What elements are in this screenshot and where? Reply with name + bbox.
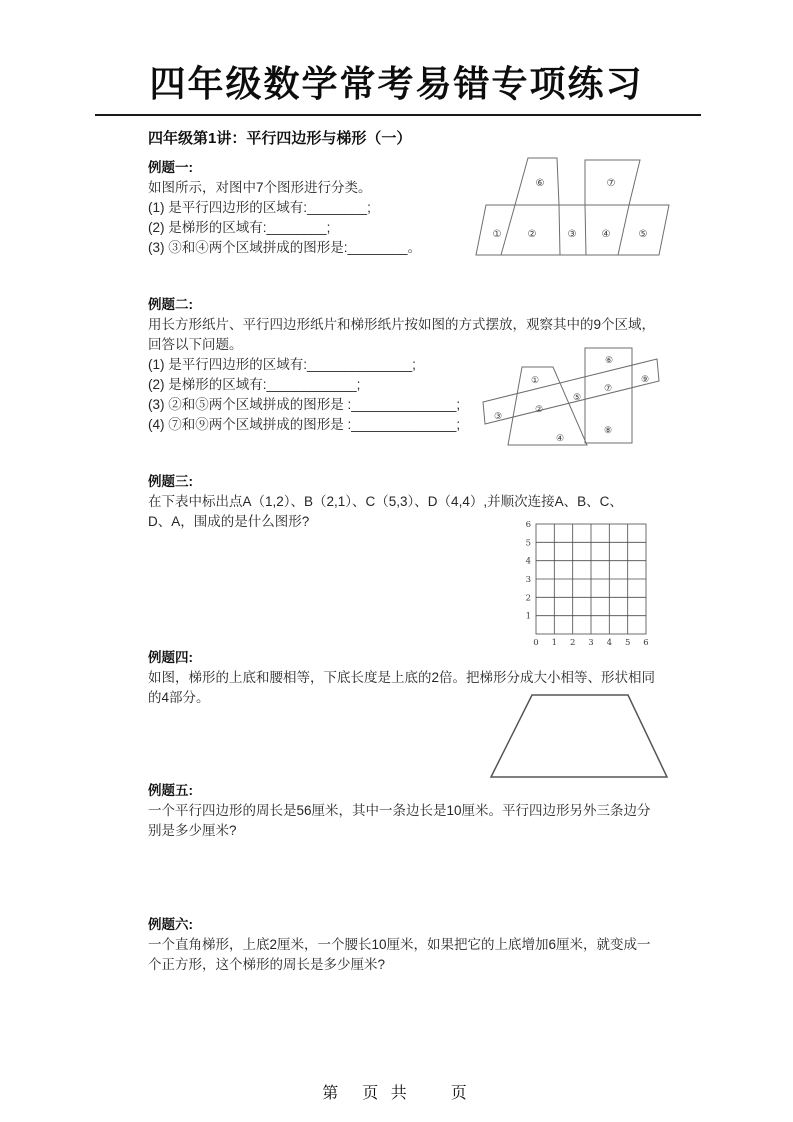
problem-2-intro-line-2: 回答以下问题。: [148, 337, 243, 352]
divider-line: [618, 205, 629, 255]
problem-1-item-3: (3) ③和④两个区域拼成的图形是:________。: [148, 240, 422, 255]
region-label-7: ⑦: [603, 384, 613, 394]
y-axis-tick-5: 5: [525, 538, 531, 549]
problem-1-label: 例题一:: [148, 160, 193, 175]
region-label-7: ⑦: [606, 178, 616, 189]
region-label-8: ⑧: [603, 426, 613, 436]
problem-2-intro-line-1: 用长方形纸片、平行四边形纸片和梯形纸片按如图的方式摆放，观察其中的9个区域，: [148, 317, 656, 332]
problem-6-text-line-2: 个正方形，这个梯形的周长是多少厘米?: [148, 957, 386, 972]
problem-6-text-line-1: 一个直角梯形，上底2厘米，一个腰长10厘米，如果把它的上底增加6厘米，就变成一: [148, 937, 651, 952]
page-footer: 第 页 共 页: [322, 1085, 471, 1102]
divider-line: [501, 205, 515, 255]
region-label-2: ②: [534, 405, 544, 415]
divider-line: [585, 205, 586, 255]
problem-3-text-line-1: 在下表中标出点A（1,2）、B（2,1）、C（5,3）、D（4,4）,并顺次连接A、B、C、: [148, 494, 623, 509]
problem-5-text-line-2: 别是多少厘米?: [148, 823, 237, 838]
region-label-3: ③: [567, 229, 577, 240]
x-axis-tick-1: 1: [551, 638, 558, 648]
figure-problem-4-trapezoid: [470, 690, 702, 785]
region-label-3: ③: [493, 412, 503, 422]
problem-2-item-4: (4) ⑦和⑨两个区域拼成的图形是 :______________;: [148, 417, 461, 432]
problem-5-label: 例题五:: [148, 783, 193, 798]
problem-6: [148, 915, 693, 975]
y-axis-tick-4: 4: [525, 556, 531, 567]
figure-problem-2: [482, 342, 682, 454]
problem-6-label: 例题六:: [148, 917, 193, 932]
y-axis-tick-1: 1: [525, 611, 531, 622]
parallelogram-strip-shape: [483, 359, 659, 424]
problem-2-item-2: (2) 是梯形的区域有:____________;: [148, 377, 361, 392]
problem-3-label: 例题三:: [148, 474, 193, 489]
trapezoid-shape: [491, 695, 667, 777]
problem-2-label: 例题二:: [148, 297, 193, 312]
y-axis-tick-2: 2: [525, 593, 531, 604]
x-axis-tick-6: 6: [643, 638, 649, 648]
problem-2-item-1: (1) 是平行四边形的区域有:______________;: [148, 357, 416, 372]
x-axis-tick-5: 5: [624, 638, 631, 648]
problem-3-text-line-2: D、A，围成的是什么图形?: [148, 514, 310, 529]
section-heading: 四年级第1讲：平行四边形与梯形（一）: [148, 130, 412, 147]
x-axis-tick-4: 4: [606, 638, 613, 648]
title-divider: [95, 114, 701, 116]
figure-problem-3-grid: [512, 516, 662, 648]
problem-1-intro: 如图所示，对图中7个图形进行分类。: [148, 180, 372, 195]
region-label-6: ⑥: [604, 356, 614, 366]
region-label-5: ⑤: [638, 229, 648, 240]
problem-5-text-line-1: 一个平行四边形的周长是56厘米，其中一条边长是10厘米。平行四边形另外三条边分: [148, 803, 651, 818]
region-label-6: ⑥: [535, 178, 545, 189]
problem-4-label: 例题四:: [148, 650, 193, 665]
divider-line: [559, 205, 560, 255]
x-axis-tick-2: 2: [569, 638, 576, 648]
problem-5: [148, 781, 693, 841]
y-axis-tick-3: 3: [525, 575, 531, 585]
y-axis-tick-6: 6: [525, 520, 531, 530]
page-title: 四年级数学常考易错专项练习: [149, 63, 644, 104]
x-axis-tick-0: 0: [533, 638, 539, 648]
trapezoid-shape: [508, 367, 587, 445]
region-label-1: ①: [530, 376, 540, 386]
problem-4-text-line-2: 的4部分。: [148, 690, 210, 705]
figure-problem-1: [475, 150, 690, 263]
region-label-4: ④: [601, 229, 611, 240]
problem-4-text-line-1: 如图，梯形的上底和腰相等，下底长度是上底的2倍。把梯形分成大小相等、形状相同: [148, 670, 656, 685]
region-label-9: ⑨: [640, 375, 650, 385]
problem-1-item-1: (1) 是平行四边形的区域有:________;: [148, 200, 371, 215]
region-label-5: ⑤: [572, 393, 582, 403]
x-axis-tick-3: 3: [588, 638, 594, 648]
region-label-4: ④: [555, 434, 565, 444]
region-label-2: ②: [527, 229, 537, 240]
region-label-1: ①: [492, 229, 502, 240]
problem-2-item-3: (3) ②和⑤两个区域拼成的图形是 :______________;: [148, 397, 461, 412]
problem-1-item-2: (2) 是梯形的区域有:________;: [148, 220, 331, 235]
